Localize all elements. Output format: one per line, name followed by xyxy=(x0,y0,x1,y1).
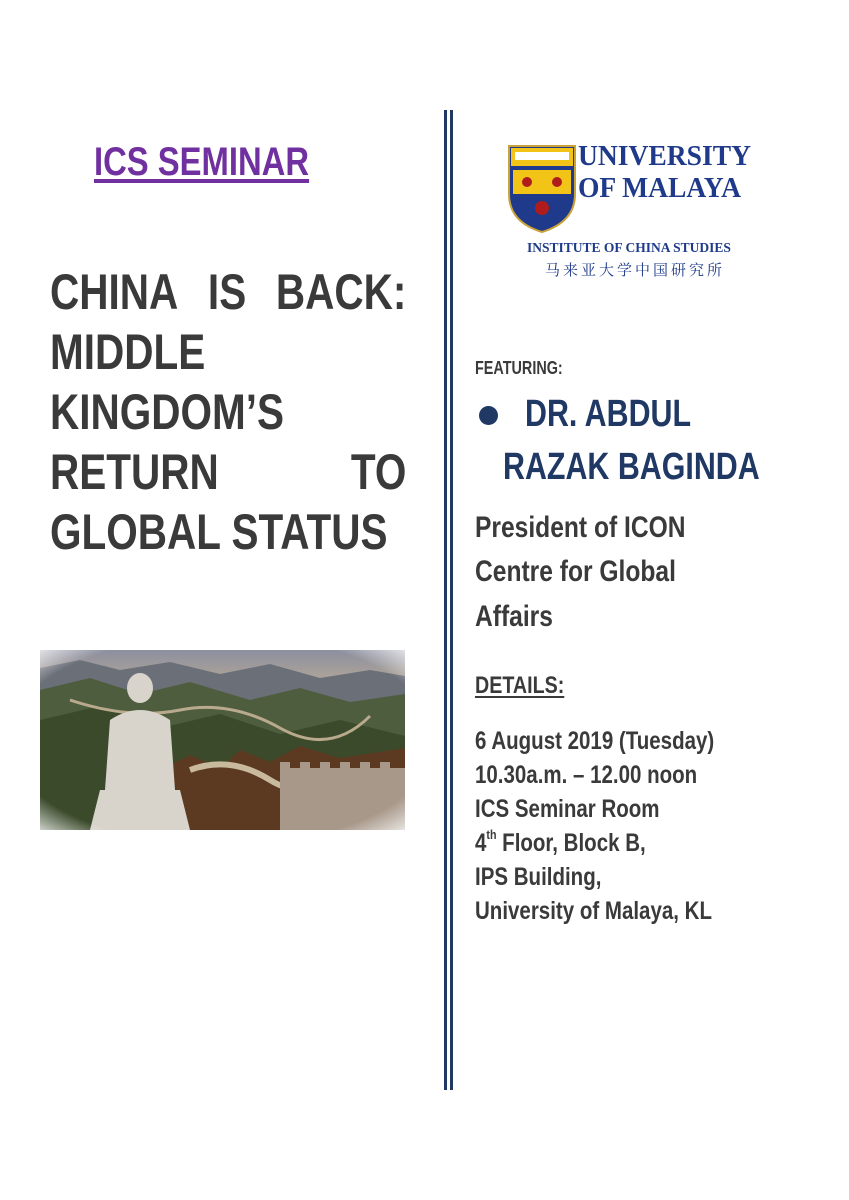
event-time: 10.30a.m. – 12.00 noon xyxy=(475,761,698,789)
institute-name: INSTITUTE OF CHINA STUDIES xyxy=(527,240,731,255)
university-crest-icon xyxy=(507,144,577,234)
event-building: IPS Building, xyxy=(475,863,602,891)
university-name-line1: UNIVERSITY xyxy=(578,140,752,172)
speaker-name-line1: DR. ABDUL xyxy=(525,393,692,435)
title-word: RETURN xyxy=(50,444,219,500)
title-word: KINGDOM’S xyxy=(50,384,285,440)
title-word: TO xyxy=(350,444,407,500)
title-line xyxy=(50,322,406,382)
title-word: GLOBAL STATUS xyxy=(50,504,388,560)
title-word: MIDDLE xyxy=(50,324,206,380)
title-line xyxy=(50,382,406,442)
floor-number: 4 xyxy=(475,829,487,857)
speaker-name-line2: RAZAK BAGINDA xyxy=(503,446,760,488)
event-room: ICS Seminar Room xyxy=(475,795,660,823)
title-word: CHINA xyxy=(50,264,179,320)
floor-rest: Floor, Block B, xyxy=(496,829,646,857)
title-word: IS xyxy=(207,264,247,320)
title-line xyxy=(50,442,406,502)
details-heading: DETAILS: xyxy=(475,672,565,699)
event-campus: University of Malaya, KL xyxy=(475,897,712,925)
great-wall-terracotta-photo xyxy=(40,650,405,830)
university-name-line2: OF MALAYA xyxy=(578,172,742,204)
title-word: BACK: xyxy=(275,264,407,320)
floor-suffix: th xyxy=(486,827,497,842)
title-line xyxy=(50,502,406,562)
featuring-label: FEATURING: xyxy=(475,358,563,378)
speaker-role-line1: President of ICON xyxy=(475,511,686,544)
title-line xyxy=(50,262,406,322)
bullet-icon xyxy=(479,406,498,425)
event-title xyxy=(50,262,406,562)
speaker-role-line3: Affairs xyxy=(475,600,553,633)
event-floor xyxy=(475,829,646,858)
seminar-label: ICS SEMINAR xyxy=(94,140,310,184)
column-divider xyxy=(444,110,453,1090)
institute-name-chinese: 马来亚大学中国研究所 xyxy=(545,261,726,279)
event-date: 6 August 2019 (Tuesday) xyxy=(475,727,715,755)
speaker-role-line2: Centre for Global xyxy=(475,555,676,588)
